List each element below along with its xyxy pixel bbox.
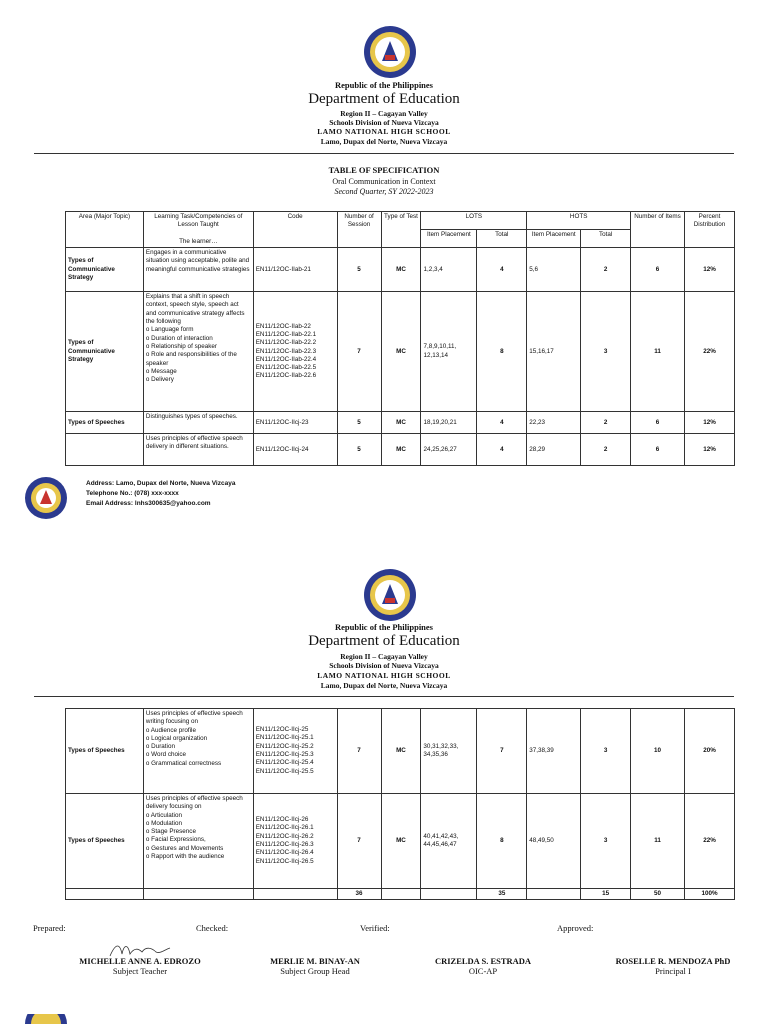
footer-email: Email Address: lnhs300635@yahoo.com xyxy=(86,500,211,507)
cell-items: 11 xyxy=(631,794,685,889)
verified-label: Verified: xyxy=(360,923,390,933)
cell-lots-items: 18,19,20,21 xyxy=(421,412,477,434)
department-title: Department of Education xyxy=(308,633,460,649)
signatory-teacher xyxy=(55,956,225,976)
header-type: Type of Test xyxy=(381,212,421,248)
cell-type: MC xyxy=(381,412,421,434)
table-row xyxy=(66,709,735,794)
header-divider xyxy=(34,153,734,154)
footer-address: Address: Lamo, Dupax del Norte, Nueva Vizcaya xyxy=(86,480,236,487)
table-row xyxy=(66,794,735,889)
region-label: Region II – Cagayan Valley xyxy=(340,652,428,661)
table-row xyxy=(66,248,735,292)
cell-items: 10 xyxy=(631,709,685,794)
cell-code: EN11/12OC-IIcj-23 xyxy=(253,412,337,434)
cell-type: MC xyxy=(381,434,421,466)
cell-percent: 12% xyxy=(684,434,734,466)
cell-items: 6 xyxy=(631,248,685,292)
header-lots-placement: Item Placement xyxy=(421,230,477,248)
cell-lots-total: 8 xyxy=(477,794,527,889)
cell-hots-items: 48,49,50 xyxy=(527,794,581,889)
signatory-title: Subject Teacher xyxy=(112,966,168,976)
school-logo-icon xyxy=(24,476,68,520)
cell-hots-total: 2 xyxy=(581,248,631,292)
totals-hots-items xyxy=(527,889,581,900)
header-tasks xyxy=(143,212,253,248)
cell-area: Types of Speeches xyxy=(66,794,144,889)
deped-seal-icon xyxy=(363,568,417,622)
header-hots-total: Total xyxy=(581,230,631,248)
cell-task: Uses principles of effective speech writing focusing on o Audience profile o Logical organization o Duration o Word choice o Grammatical correctness xyxy=(143,709,253,794)
table-row xyxy=(66,292,735,412)
signatory-name: CRIZELDA S. ESTRADA xyxy=(434,956,532,966)
cell-area xyxy=(66,434,144,466)
cell-hots-items: 22,23 xyxy=(527,412,581,434)
header-learner-label: The learner… xyxy=(179,237,218,245)
table-row xyxy=(66,434,735,466)
totals-sessions: 36 xyxy=(337,889,381,900)
header-hots: HOTS xyxy=(527,212,631,230)
signatory-name: MICHELLE ANNE A. EDROZO xyxy=(79,956,201,966)
cell-task: Engages in a communicative situation using acceptable, polite and meaningful communicative strategies xyxy=(143,248,253,292)
table-header-row xyxy=(66,212,735,230)
header-lots: LOTS xyxy=(421,212,527,230)
school-location: Lamo, Dupax del Norte, Nueva Vizcaya xyxy=(320,681,448,690)
totals-type xyxy=(381,889,421,900)
cell-percent: 22% xyxy=(684,794,734,889)
totals-code xyxy=(253,889,337,900)
totals-task xyxy=(143,889,253,900)
cell-task: Distinguishes types of speeches. xyxy=(143,412,253,434)
cell-hots-total: 3 xyxy=(581,709,631,794)
cell-items: 6 xyxy=(631,434,685,466)
signatory-principal xyxy=(588,956,758,976)
prepared-label: Prepared: xyxy=(33,923,66,933)
totals-items: 50 xyxy=(631,889,685,900)
cell-area: Types of Communicative Strategy xyxy=(66,292,144,412)
cell-lots-items: 1,2,3,4 xyxy=(421,248,477,292)
document-title: TABLE OF SPECIFICATION xyxy=(328,165,440,175)
subject-title: Oral Communication in Context xyxy=(332,177,436,186)
cell-task: Uses principles of effective speech delivery in different situations. xyxy=(143,434,253,466)
cell-lots-total: 8 xyxy=(477,292,527,412)
cell-hots-items: 37,38,39 xyxy=(527,709,581,794)
cell-hots-total: 2 xyxy=(581,434,631,466)
header-sessions: Number of Session xyxy=(337,212,381,248)
specification-table-page2 xyxy=(65,708,735,900)
division-label: Schools Division of Nueva Vizcaya xyxy=(329,118,439,127)
cell-lots-items: 7,8,9,10,11, 12,13,14 xyxy=(421,292,477,412)
signatory-name: ROSELLE R. MENDOZA PhD xyxy=(615,956,731,966)
cell-percent: 20% xyxy=(684,709,734,794)
signatory-title: Subject Group Head xyxy=(280,966,350,976)
cell-hots-items: 15,16,17 xyxy=(527,292,581,412)
school-location: Lamo, Dupax del Norte, Nueva Vizcaya xyxy=(320,137,448,146)
cell-code: EN11/12OC-IIcj-25 EN11/12OC-IIcj-25.1 EN11/12OC-IIcj-25.2 EN11/12OC-IIcj-25.3 EN11/12OC-IIcj-25.4 EN11/12OC-IIcj-25.5 xyxy=(253,709,337,794)
cell-lots-total: 7 xyxy=(477,709,527,794)
cell-type: MC xyxy=(381,794,421,889)
cell-lots-total: 4 xyxy=(477,434,527,466)
cell-sessions: 5 xyxy=(337,248,381,292)
totals-row xyxy=(66,889,735,900)
header-hots-placement: Item Placement xyxy=(527,230,581,248)
school-logo-icon xyxy=(24,1014,68,1024)
cell-type: MC xyxy=(381,292,421,412)
cell-items: 6 xyxy=(631,412,685,434)
cell-sessions: 7 xyxy=(337,709,381,794)
cell-type: MC xyxy=(381,709,421,794)
cell-sessions: 7 xyxy=(337,292,381,412)
cell-lots-items: 24,25,26,27 xyxy=(421,434,477,466)
cell-code: EN11/12OC-IIcj-26 EN11/12OC-IIcj-26.1 EN11/12OC-IIcj-26.2 EN11/12OC-IIcj-26.3 EN11/12OC-IIcj-26.4 EN11/12OC-IIcj-26.5 xyxy=(253,794,337,889)
school-name: LAMO NATIONAL HIGH SCHOOL xyxy=(317,127,451,136)
cell-lots-total: 4 xyxy=(477,412,527,434)
department-title: Department of Education xyxy=(308,91,460,107)
totals-lots-items xyxy=(421,889,477,900)
cell-hots-items: 5,6 xyxy=(527,248,581,292)
cell-hots-items: 28,29 xyxy=(527,434,581,466)
school-name: LAMO NATIONAL HIGH SCHOOL xyxy=(317,671,451,680)
signatory-name: MERLIE M. BINAY-AN xyxy=(270,956,360,966)
header-divider xyxy=(34,696,734,697)
cell-code: EN11/12OC-IIab-21 xyxy=(253,248,337,292)
signatory-group-head xyxy=(240,956,390,976)
quarter-label: Second Quarter, SY 2022-2023 xyxy=(334,187,434,196)
totals-lots-total: 35 xyxy=(477,889,527,900)
cell-items: 11 xyxy=(631,292,685,412)
cell-area: Types of Speeches xyxy=(66,709,144,794)
signatory-title: OIC-AP xyxy=(468,966,498,976)
cell-lots-items: 30,31,32,33, 34,35,36 xyxy=(421,709,477,794)
cell-lots-total: 4 xyxy=(477,248,527,292)
header-code: Code xyxy=(253,212,337,248)
republic-label: Republic of the Philippines xyxy=(334,80,433,90)
specification-table-page1 xyxy=(65,211,735,466)
cell-percent: 12% xyxy=(684,248,734,292)
cell-area: Types of Communicative Strategy xyxy=(66,248,144,292)
checked-label: Checked: xyxy=(196,923,229,933)
cell-task: Explains that a shift in speech context, speech style, speech act and communicative strategy affects the following o Language form o Duration of interaction o Relationship of speaker o Role and responsibilities of the speaker o Message o Delivery xyxy=(143,292,253,412)
totals-area xyxy=(66,889,144,900)
deped-seal-icon xyxy=(363,25,417,79)
cell-sessions: 5 xyxy=(337,412,381,434)
cell-sessions: 5 xyxy=(337,434,381,466)
cell-percent: 12% xyxy=(684,412,734,434)
table-row xyxy=(66,412,735,434)
region-label: Region II – Cagayan Valley xyxy=(340,109,428,118)
header-tasks-label: Learning Task/Competencies of Lesson Taught xyxy=(154,213,243,229)
footer-telephone: Telephone No.: (078) xxx-xxxx xyxy=(86,490,179,497)
approved-label: Approved: xyxy=(557,923,594,933)
header-area: Area (Major Topic) xyxy=(66,212,144,248)
signatory-oic-ap xyxy=(408,956,558,976)
cell-type: MC xyxy=(381,248,421,292)
header-items: Number of Items xyxy=(631,212,685,248)
cell-lots-items: 40,41,42,43, 44,45,46,47 xyxy=(421,794,477,889)
footer-contact-page1 xyxy=(86,479,235,509)
totals-hots-total: 15 xyxy=(581,889,631,900)
cell-code: EN11/12OC-IIcj-24 xyxy=(253,434,337,466)
cell-hots-total: 2 xyxy=(581,412,631,434)
cell-percent: 22% xyxy=(684,292,734,412)
cell-hots-total: 3 xyxy=(581,292,631,412)
cell-sessions: 7 xyxy=(337,794,381,889)
republic-label: Republic of the Philippines xyxy=(334,622,433,632)
cell-task: Uses principles of effective speech delivery focusing on o Articulation o Modulation o Stage Presence o Facial Expressions, o Gestures and Movements o Rapport with the audience xyxy=(143,794,253,889)
cell-area: Types of Speeches xyxy=(66,412,144,434)
totals-percent: 100% xyxy=(684,889,734,900)
cell-code: EN11/12OC-IIab-22 EN11/12OC-IIab-22.1 EN11/12OC-IIab-22.2 EN11/12OC-IIab-22.3 EN11/12OC-IIab-22.4 EN11/12OC-IIab-22.5 EN11/12OC-IIab-22.6 xyxy=(253,292,337,412)
header-percent: Percent Distribution xyxy=(684,212,734,248)
header-lots-total: Total xyxy=(477,230,527,248)
cell-hots-total: 3 xyxy=(581,794,631,889)
signatory-title: Principal I xyxy=(655,966,691,976)
division-label: Schools Division of Nueva Vizcaya xyxy=(329,661,439,670)
